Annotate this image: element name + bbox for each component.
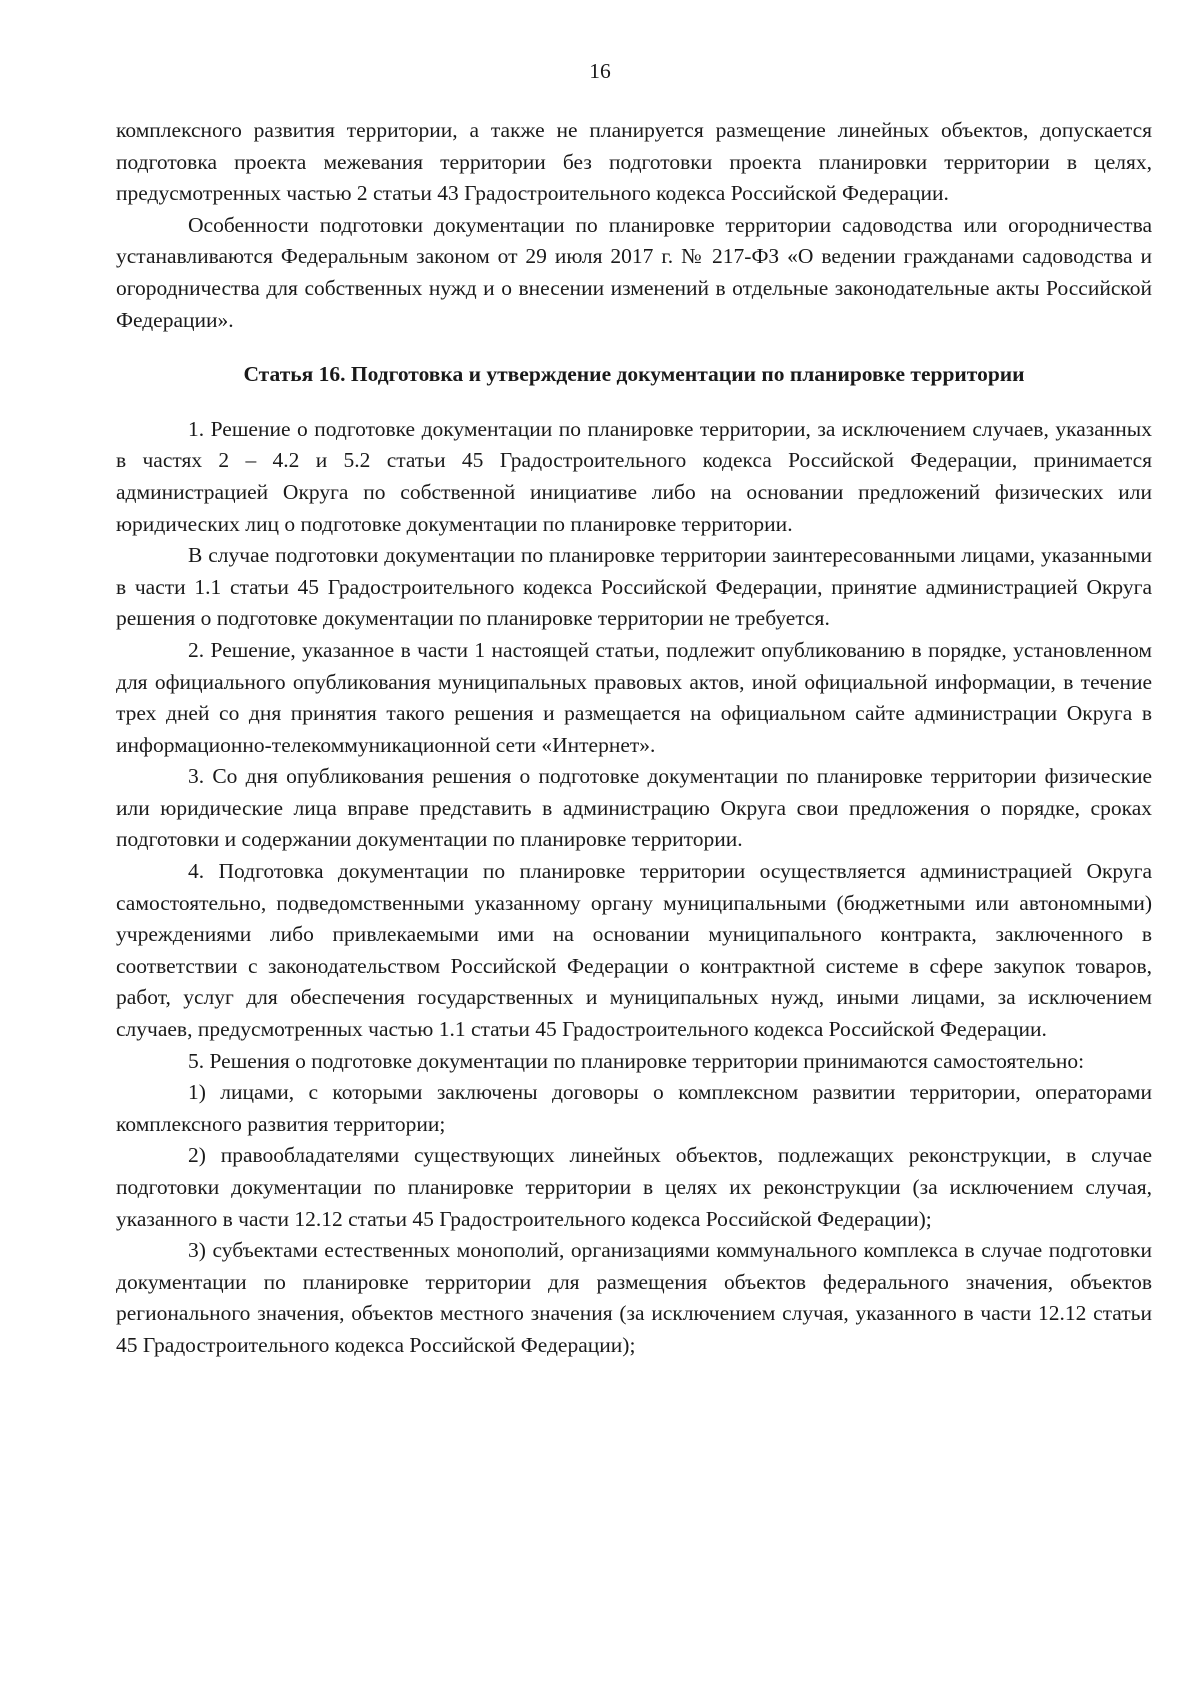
paragraph-part-1-interested-parties: В случае подготовки документации по планировке территории заинтересованными лицами, указанными в части 1.1 статьи 45 Градостроительного кодекса Российской Федерации, принятие администрацией Округа решения о подготовке документации по планировке территории не требуется. [116, 543, 1152, 631]
paragraph-part-2: 2. Решение, указанное в части 1 настоящей статьи, подлежит опубликованию в порядке, установленном для официального опубликования муниципальных правовых актов, иной официальной информации, в течение трех дней со дня принятия такого решения и размещается на официальном сайте администрации Округа в информационно-телекоммуникационной сети «Интернет». [116, 637, 1152, 757]
document-body [116, 115, 1152, 1362]
paragraph-part-1: 1. Решение о подготовке документации по планировке территории, за исключением случаев, указанных в частях 2 – 4.2 и 5.2 статьи 45 Градостроительного кодекса Российской Федерации, принимается администрацией Округа по собственной инициативе либо на основании предложений физических или юридических лиц о подготовке документации по планировке территории. [116, 416, 1152, 536]
paragraph-part-5: 5. Решения о подготовке документации по планировке территории принимаются самостоятельно: [188, 1048, 1085, 1073]
article-heading: Статья 16. Подготовка и утверждение документации по планировке территории [243, 362, 1025, 387]
list-item-5-3: 3) субъектами естественных монополий, организациями коммунального комплекса в случае подготовки документации по планировке территории для размещения объектов федерального значения, объектов регионального значения, объектов местного значения (за исключением случая, указанного в части 12.12 статьи 45 Градостроительного кодекса Российской Федерации); [116, 1238, 1152, 1357]
paragraph-continuation: комплексного развития территории, а также не планируется размещение линейных объектов, допускается подготовка проекта межевания территории без подготовки проекта планировки территории в целях, предусмотренных частью 2 статьи 43 Градостроительного кодекса Российской Федерации. [116, 118, 1152, 206]
paragraph-part-4: 4. Подготовка документации по планировке территории осуществляется администрацией Округа самостоятельно, подведомственными указанному органу муниципальными (бюджетными или автономными) учреждениями либо привлекаемыми ими на основании муниципального контракта, заключенного в соответствии с законодательством Российской Федерации о контрактной системе в сфере закупок товаров, работ, услуг для обеспечения государственных и муниципальных нужд, иными лицами, за исключением случаев, предусмотренных частью 1.1 статьи 45 Градостроительного кодекса Российской Федерации. [116, 859, 1152, 1042]
page-number: 16 [589, 59, 611, 83]
list-item-5-1: 1) лицами, с которыми заключены договоры о комплексном развитии территории, операторами комплексного развития территории; [116, 1080, 1152, 1136]
list-item-5-2: 2) правообладателями существующих линейных объектов, подлежащих реконструкции, в случае подготовки документации по планировке территории в целях их реконструкции (за исключением случая, указанного в части 12.12 статьи 45 Градостроительного кодекса Российской Федерации); [116, 1143, 1152, 1231]
paragraph-gardening-features: Особенности подготовки документации по планировке территории садоводства или огородничества устанавливаются Федеральным законом от 29 июля 2017 г. № 217-ФЗ «О ведении гражданами садоводства и огородничества для собственных нужд и о внесении изменений в отдельные законодательные акты Российской Федерации». [116, 212, 1152, 332]
paragraph-part-3: 3. Со дня опубликования решения о подготовке документации по планировке территории физические или юридические лица вправе представить в администрацию Округа свои предложения о порядке, сроках подготовки и содержании документации по планировке территории. [116, 764, 1152, 852]
